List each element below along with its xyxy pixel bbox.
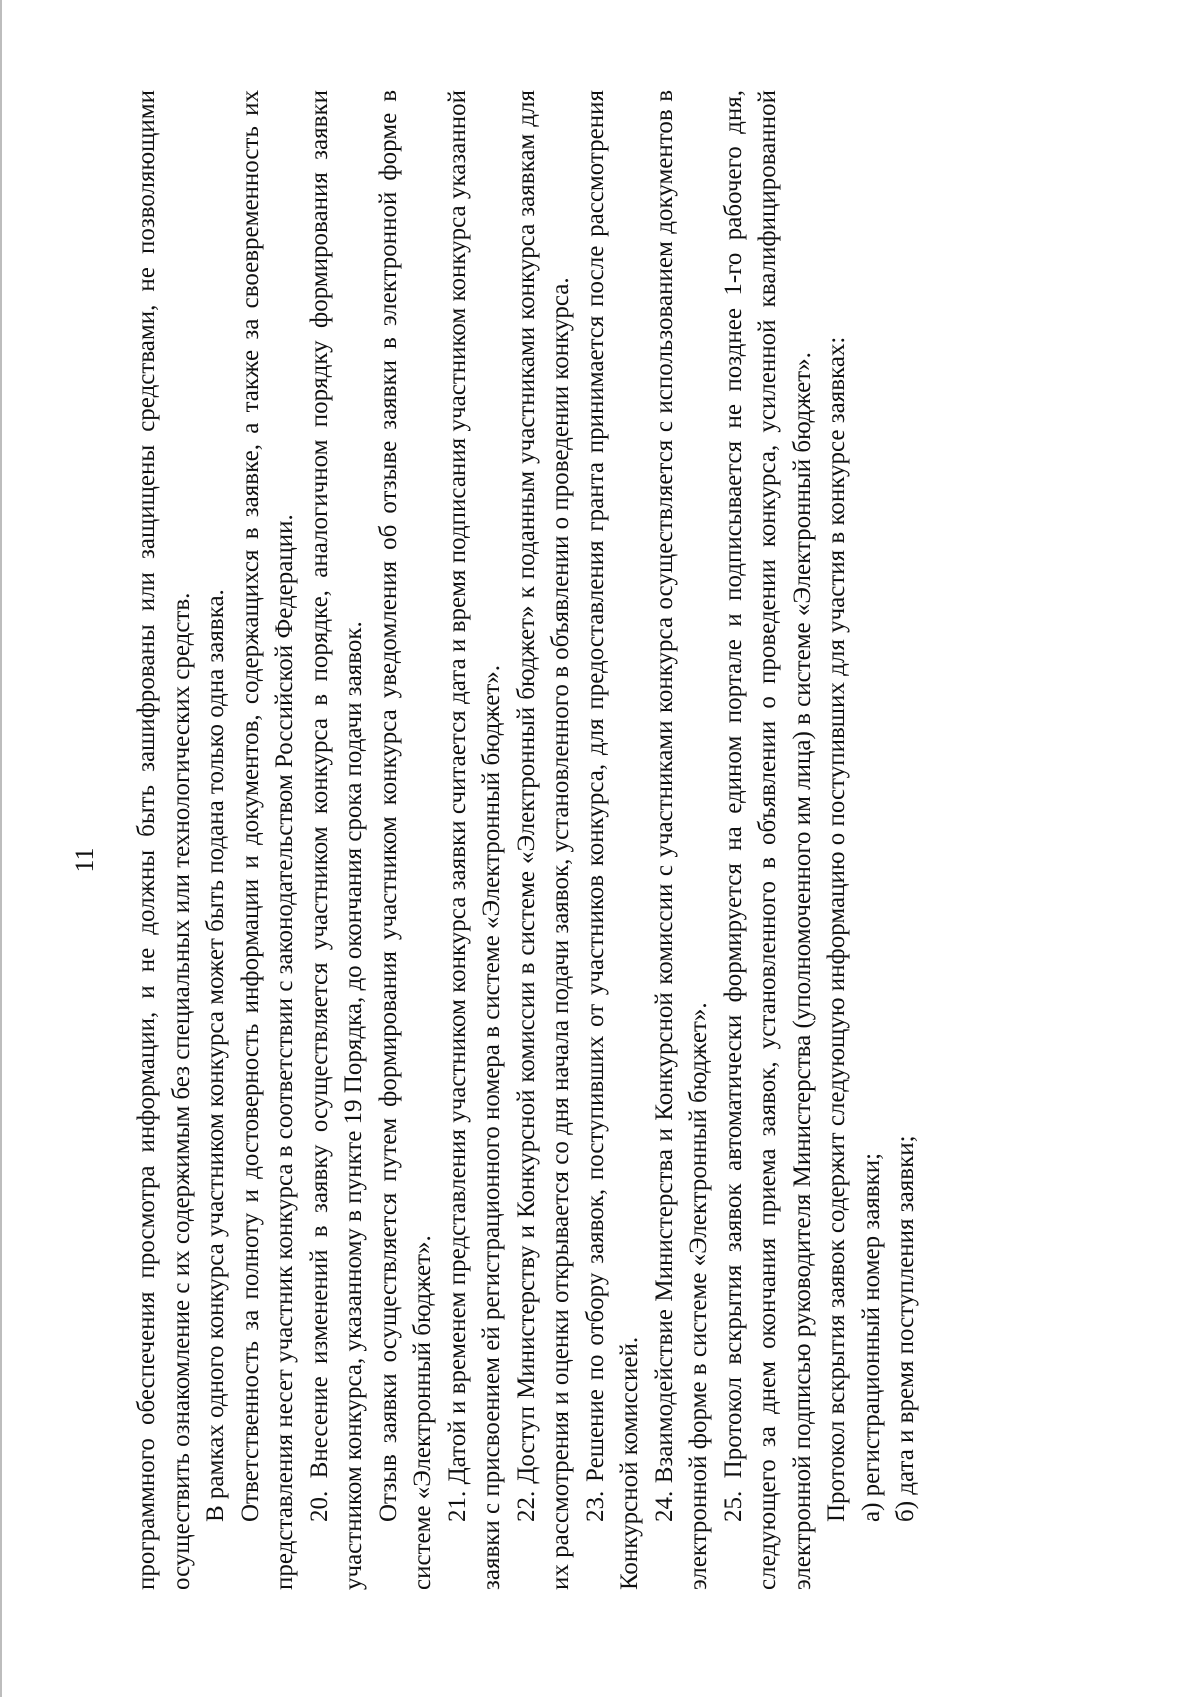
paragraph-item-22: 22. Доступ Министерству и Конкурсной комиссии в системе «Электронный бюджет» к поданным участниками конкурса заявкам для их рассмотрения и оценки открывается со дня начала подачи заявок, установленного в объявлении о проведении конкурса. <box>512 90 574 1590</box>
paragraph-item-21: 21. Датой и временем представления участником конкурса заявки считается дата и время подписания участником конкурса указанной заявки с присвоением ей регистрационного номера в системе «Электронный бюджет». <box>443 90 505 1590</box>
paragraph: Ответственность за полноту и достоверность информации и документов, содержащихся в заявке, а также за своевременность их представления несет участник конкурса в соответствии с законодательством Российской Федерации. <box>236 90 298 1590</box>
list-item: а) регистрационный номер заявки; <box>857 1152 885 1522</box>
scan-edge <box>0 0 2 1697</box>
paragraph-continuation: программного обеспечения просмотра информации, и не должны быть зашифрованы или защищены средствами, не позволяющими осуществить ознакомление с их содержимым без специальных или технологических средств. <box>133 90 195 1590</box>
paragraph-item-23: 23. Решение по отбору заявок, поступивших от участников конкурса, для предоставления гранта принимается после рассмотрения Конкурсной комиссией. <box>581 90 643 1590</box>
rotated-page <box>70 90 1030 1590</box>
list-item: б) дата и время поступления заявки; <box>892 1135 919 1522</box>
paragraph-item-24: 24. Взаимодействие Министерства и Конкурсной комиссии с участниками конкурса осуществляется с использованием документов в электронной форме в системе «Электронный бюджет». <box>650 90 712 1590</box>
paragraph-item-25: 25. Протокол вскрытия заявок автоматически формируется на едином портале и подписывается не позднее 1-го рабочего дня, следующего за днем окончания приема заявок, установленного в объявлении о проведении конкурса, усиленной квалифицированной электронной подписью руководителя Министерства (уполномоченного им лица) в системе «Электронный бюджет». <box>719 90 816 1590</box>
paragraph-item-20: 20. Внесение изменений в заявку осуществляется участником конкурса в порядке, аналогичном порядку формирования заявки участником конкурса, указанному в пункте 19 Порядка, до окончания срока подачи заявок. <box>305 90 367 1590</box>
paragraph: В рамках одного конкурса участником конкурса может быть подана только одна заявка. <box>202 589 229 1522</box>
paragraph: Протокол вскрытия заявок содержит следующую информацию о поступивших для участия в конкурсе заявках: <box>823 336 850 1522</box>
paragraph: Отзыв заявки осуществляется путем формирования участником конкурса уведомления об отзыве заявки в электронной форме в системе «Электронный бюджет». <box>374 90 436 1590</box>
document-body <box>130 90 924 1590</box>
page-number: 11 <box>70 847 99 873</box>
